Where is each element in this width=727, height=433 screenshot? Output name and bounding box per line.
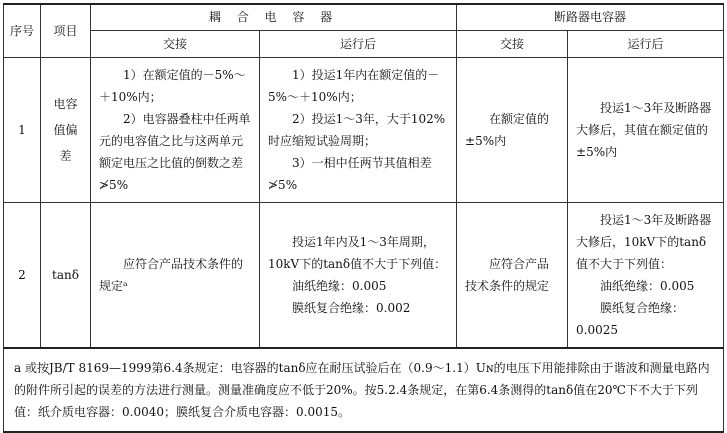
text-line: 1）投运1年内在额定值的－5%～＋10%内； (268, 67, 440, 104)
cell-coupling-handover (91, 57, 260, 202)
text-line: 1）在额定值的－5%～＋10%内； (99, 67, 246, 104)
text-line: 投运1年内及1～3年周期，10kV下的tanδ值不大于下列值： (268, 234, 447, 271)
cell-coupling-after-run (260, 57, 457, 202)
spec-table (3, 3, 724, 433)
text-line: 3）一相中任两节其值相差≯5% (268, 155, 432, 192)
table-row (4, 57, 724, 202)
text-line: 2）投运1～3年，大于102%时应缩短试验周期； (268, 111, 446, 148)
header-breaker-after-run: 运行后 (568, 30, 724, 57)
text-line: 在额定值的±5%内 (465, 111, 550, 148)
text-line: 投运1～3年及断路器大修后，10kV下的tanδ值不大于下列值： (576, 212, 712, 271)
text-line: 膜纸复合绝缘：0.002 (292, 300, 411, 315)
text-line: 应符合产品技术条件的规定ᵃ (99, 256, 244, 293)
cell-coupling-handover (91, 202, 260, 348)
text-line: 2）电容器叠柱中任两单元的电容值之比与这两单元额定电压之比值的倒数之差≯5% (99, 111, 251, 192)
cell-coupling-after-run (260, 202, 457, 348)
table-row (4, 202, 724, 348)
text-line: 膜纸复合绝缘：0.0025 (576, 300, 685, 337)
header-breaker-handover: 交接 (457, 30, 568, 57)
row-seq: 2 (4, 202, 41, 348)
text-line: 投运1～3年及断路器大修后，其值在额定值的±5%内 (576, 100, 712, 159)
text-line: 应符合产品技术条件的规定 (465, 256, 550, 293)
row-item (41, 57, 91, 202)
row-item: tanδ (41, 202, 91, 348)
row-seq: 1 (4, 57, 41, 202)
cell-breaker-handover (457, 202, 568, 348)
row-item-text: 电容值偏差 (53, 96, 78, 163)
header-breaker-capacitor: 断路器电容器 (457, 4, 724, 30)
header-item: 项目 (41, 4, 91, 57)
cell-breaker-handover (457, 57, 568, 202)
text-line: 油纸绝缘：0.005 (292, 278, 387, 293)
cell-breaker-after-run (568, 202, 724, 348)
header-coupling-capacitor: 耦 合 电 容 器 (91, 4, 457, 30)
cell-breaker-after-run (568, 57, 724, 202)
header-seq: 序号 (4, 4, 41, 57)
header-coupling-handover: 交接 (91, 30, 260, 57)
text-line: 油纸绝缘：0.005 (600, 278, 695, 293)
footnote: a 或按JB/T 8169—1999第6.4条规定：电容器的tanδ应在耐压试验后在（0.9～1.1）Uɴ的电压下用能排除由于谐波和测量电路内的附件所引起的误差的方法进行测量。测量准确度应不低于20%。按5.2.4条规定，在第6.4条测得的tanδ值在20℃下不大于下列值：纸介质电容器：0.0040；膜纸复合介质电容器：0.0015。 (4, 348, 724, 432)
header-coupling-after-run: 运行后 (260, 30, 457, 57)
